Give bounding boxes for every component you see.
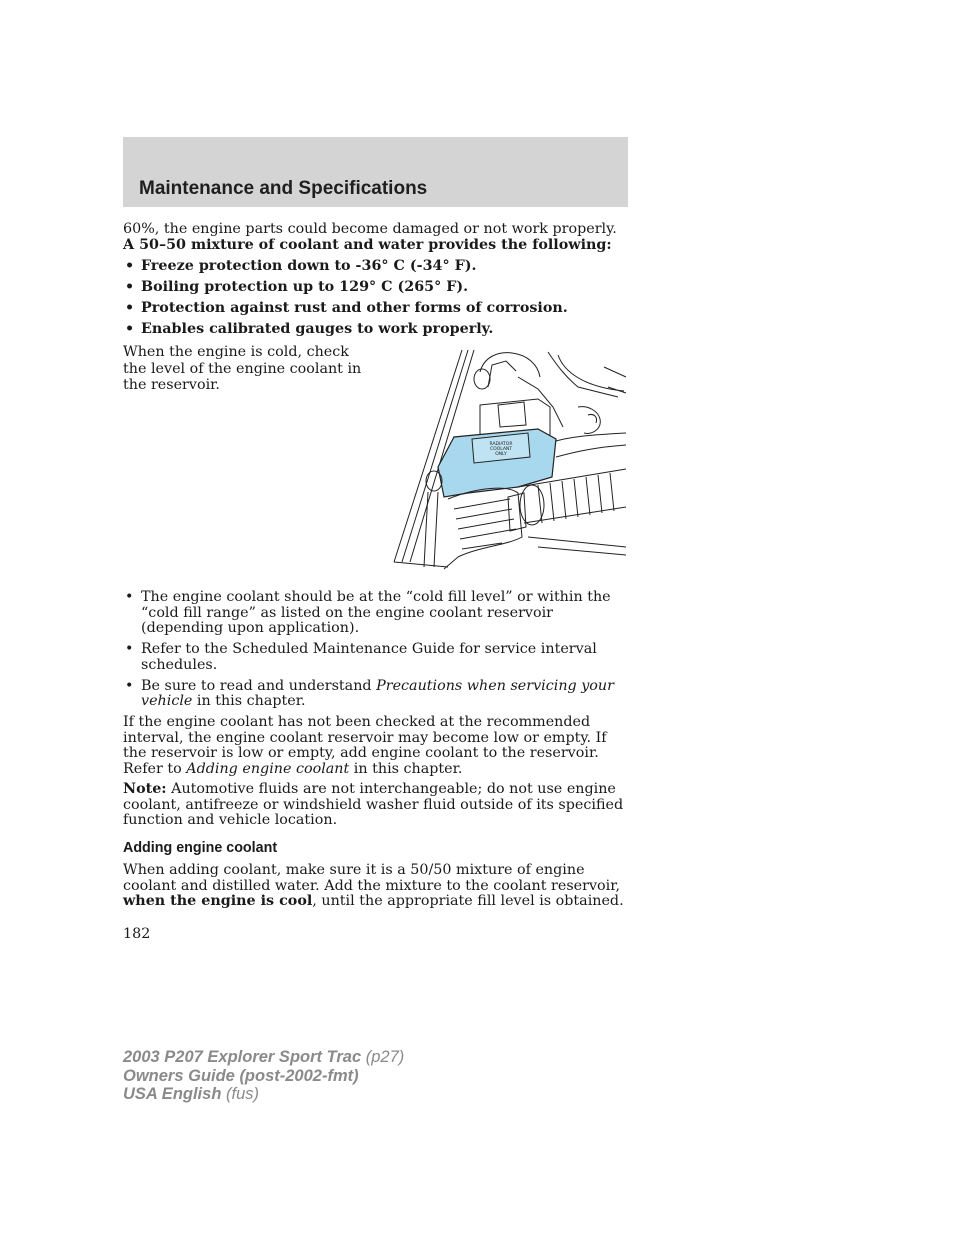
coolant-benefits-list [123,259,629,338]
list-item: • Refer to the Scheduled Maintenance Guide for service interval schedules. [123,642,629,673]
list-item: • Be sure to read and understand Precautions when servicing your vehicle in this chapter. [123,679,629,710]
reservoir-label-line3: ONLY [495,452,507,457]
list-item: • Enables calibrated gauges to work properly. [123,322,629,338]
engine-illustration [388,347,628,575]
page-number: 182 [123,926,151,942]
reservoir-label-line1: RADIATOR [489,442,513,447]
footer-line-1: 2003 P207 Explorer Sport Trac (p27) [123,1048,405,1066]
coolant-check-list [123,590,629,710]
check-coolant-text: When the engine is cold, check the level of the engine coolant in the reservoir. [123,344,362,393]
document-footer [123,1048,404,1104]
top-text-block [123,222,629,343]
reservoir-label-line2: COOLANT [489,447,513,452]
list-item: • Protection against rust and other forms of corrosion. [123,301,629,317]
adding-coolant-paragraph: When adding coolant, make sure it is a 50/50 mixture of engine coolant and distilled water. Add the mixture to the coolant reservoir, when the engine is cool, until the appropriate fill level is obtained. [123,862,624,909]
main-text-block [123,590,629,910]
section-header-band [123,137,628,207]
section-title: Maintenance and Specifications [139,178,428,199]
list-item: • Freeze protection down to -36° C (-34° F). [123,259,629,275]
coolant-reservoir-illustration [388,347,628,575]
list-item: • Boiling protection up to 129° C (265° F). [123,280,629,296]
adding-coolant-heading: Adding engine coolant [123,839,278,856]
list-item: • The engine coolant should be at the “cold fill level” or within the “cold fill range” as listed on the engine coolant reservoir (depending upon application). [123,590,629,637]
footer-line-3: USA English (fus) [123,1085,259,1103]
intro-paragraph: 60%, the engine parts could become damaged or not work properly. A 50–50 mixture of coolant and water provides the following: [123,221,617,253]
note-paragraph: Note: Automotive fluids are not interchangeable; do not use engine coolant, antifreeze or windshield washer fluid outside of its specified function and vehicle location. [123,781,624,828]
footer-line-2: Owners Guide (post-2002-fmt) [123,1066,359,1085]
low-coolant-paragraph: If the engine coolant has not been checked at the recommended interval, the engine coolant reservoir may become low or empty. If the reservoir is low or empty, add engine coolant to the reservoir. Refer to Adding engine coolant in this chapter. [123,714,607,777]
